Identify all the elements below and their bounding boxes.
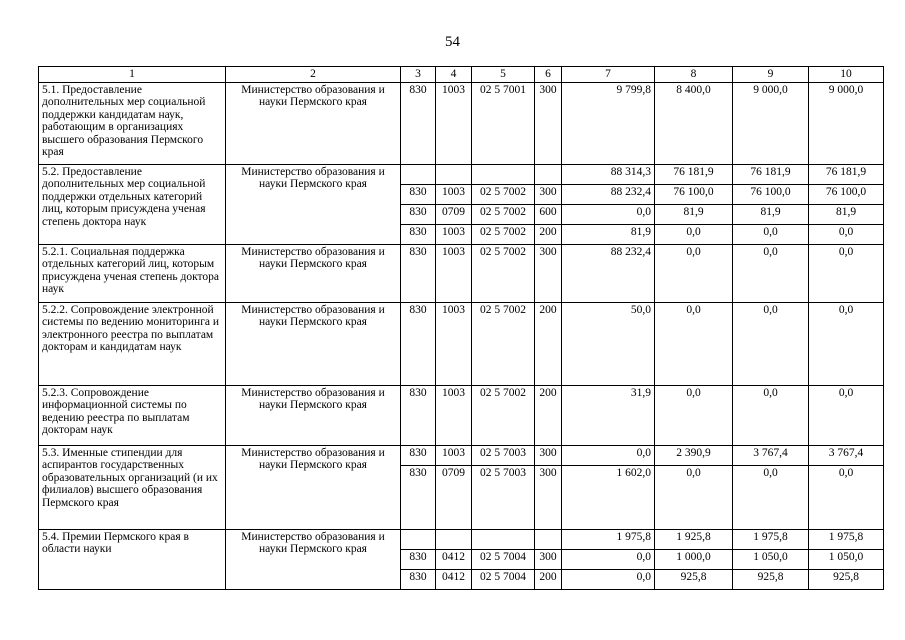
amount-col-9: 0,0	[733, 466, 809, 530]
expense-type-code: 600	[535, 205, 562, 225]
expense-type-code: 200	[535, 386, 562, 446]
section-code: 1003	[436, 185, 472, 205]
section-code: 0709	[436, 466, 472, 530]
amount-col-9: 3 767,4	[733, 446, 809, 466]
section-code: 1003	[436, 245, 472, 303]
expense-type-code: 300	[535, 550, 562, 570]
amount-col-8: 0,0	[655, 245, 733, 303]
ministry-name: Министерство образования и науки Пермского края	[226, 245, 401, 303]
measure-name: 5.4. Премии Пермского края в области науки	[39, 530, 226, 590]
ministry-name: Министерство образования и науки Пермского края	[226, 386, 401, 446]
ministry-name: Министерство образования и науки Пермского края	[226, 530, 401, 590]
section-code: 1003	[436, 446, 472, 466]
target-code: 02 5 7002	[472, 303, 535, 386]
amount-col-8: 2 390,9	[655, 446, 733, 466]
table-row	[39, 530, 884, 550]
target-code: 02 5 7002	[472, 205, 535, 225]
header-cell: 8	[655, 67, 733, 83]
amount-col-8: 1 000,0	[655, 550, 733, 570]
section-code	[436, 530, 472, 550]
amount-col-10: 0,0	[809, 245, 884, 303]
amount-col-7: 88 232,4	[562, 185, 655, 205]
table-row	[39, 446, 884, 466]
amount-col-10: 925,8	[809, 570, 884, 590]
amount-col-10: 1 975,8	[809, 530, 884, 550]
section-code: 0709	[436, 205, 472, 225]
amount-col-9: 76 181,9	[733, 165, 809, 185]
measure-name: 5.2. Предоставление дополнительных мер социальной поддержки отдельных категорий лиц, которым присуждена ученая степень доктора наук	[39, 165, 226, 245]
amount-col-9: 0,0	[733, 245, 809, 303]
header-cell: 7	[562, 67, 655, 83]
admin-code: 830	[401, 570, 436, 590]
amount-col-7: 0,0	[562, 205, 655, 225]
amount-col-10: 1 050,0	[809, 550, 884, 570]
amount-col-8: 0,0	[655, 225, 733, 245]
header-cell: 4	[436, 67, 472, 83]
ministry-name: Министерство образования и науки Пермского края	[226, 303, 401, 386]
amount-col-10: 0,0	[809, 466, 884, 530]
amount-col-10: 81,9	[809, 205, 884, 225]
amount-col-10: 76 181,9	[809, 165, 884, 185]
admin-code: 830	[401, 225, 436, 245]
amount-col-9: 76 100,0	[733, 185, 809, 205]
target-code: 02 5 7001	[472, 83, 535, 165]
amount-col-7: 88 232,4	[562, 245, 655, 303]
admin-code: 830	[401, 185, 436, 205]
ministry-name: Министерство образования и науки Пермского края	[226, 83, 401, 165]
target-code: 02 5 7003	[472, 446, 535, 466]
expense-type-code: 200	[535, 225, 562, 245]
amount-col-7: 0,0	[562, 446, 655, 466]
header-cell: 3	[401, 67, 436, 83]
expense-type-code: 200	[535, 570, 562, 590]
expense-type-code: 300	[535, 245, 562, 303]
measure-name: 5.3. Именные стипендии для аспирантов государственных образовательных организаций (и их филиалов) высшего образования Пермского края	[39, 446, 226, 530]
header-cell: 9	[733, 67, 809, 83]
amount-col-7: 50,0	[562, 303, 655, 386]
amount-col-8: 0,0	[655, 466, 733, 530]
amount-col-10: 3 767,4	[809, 446, 884, 466]
expense-type-code: 300	[535, 446, 562, 466]
target-code: 02 5 7004	[472, 550, 535, 570]
amount-col-7: 31,9	[562, 386, 655, 446]
amount-col-9: 0,0	[733, 303, 809, 386]
amount-col-9: 1 050,0	[733, 550, 809, 570]
section-code: 0412	[436, 550, 472, 570]
header-cell: 6	[535, 67, 562, 83]
amount-col-9: 0,0	[733, 225, 809, 245]
amount-col-8: 8 400,0	[655, 83, 733, 165]
section-code: 1003	[436, 386, 472, 446]
measure-name: 5.2.3. Сопровождение информационной системы по ведению реестра по выплатам докторам наук	[39, 386, 226, 446]
expense-type-code: 300	[535, 83, 562, 165]
admin-code: 830	[401, 466, 436, 530]
amount-col-9: 81,9	[733, 205, 809, 225]
admin-code: 830	[401, 245, 436, 303]
table-row	[39, 245, 884, 303]
amount-col-10: 76 100,0	[809, 185, 884, 205]
amount-col-7: 0,0	[562, 570, 655, 590]
header-cell: 10	[809, 67, 884, 83]
section-code: 1003	[436, 303, 472, 386]
admin-code: 830	[401, 550, 436, 570]
expense-type-code	[535, 530, 562, 550]
admin-code: 830	[401, 386, 436, 446]
ministry-name: Министерство образования и науки Пермского края	[226, 165, 401, 245]
target-code: 02 5 7002	[472, 185, 535, 205]
ministry-name: Министерство образования и науки Пермского края	[226, 446, 401, 530]
amount-col-8: 1 925,8	[655, 530, 733, 550]
header-cell: 2	[226, 67, 401, 83]
measure-name: 5.2.1. Социальная поддержка отдельных категорий лиц, которым присуждена ученая степень доктора наук	[39, 245, 226, 303]
amount-col-7: 1 602,0	[562, 466, 655, 530]
amount-col-8: 81,9	[655, 205, 733, 225]
header-row	[39, 67, 884, 83]
table-row	[39, 83, 884, 165]
target-code: 02 5 7003	[472, 466, 535, 530]
budget-table	[38, 66, 884, 590]
amount-col-8: 0,0	[655, 303, 733, 386]
measure-name: 5.1. Предоставление дополнительных мер социальной поддержки кандидатам наук, работающим в организациях высшего образования Пермского края	[39, 83, 226, 165]
amount-col-7: 88 314,3	[562, 165, 655, 185]
page-number: 54	[445, 34, 460, 50]
admin-code: 830	[401, 205, 436, 225]
amount-col-8: 76 100,0	[655, 185, 733, 205]
amount-col-10: 0,0	[809, 303, 884, 386]
amount-col-7: 1 975,8	[562, 530, 655, 550]
amount-col-7: 9 799,8	[562, 83, 655, 165]
admin-code: 830	[401, 83, 436, 165]
amount-col-7: 0,0	[562, 550, 655, 570]
amount-col-9: 9 000,0	[733, 83, 809, 165]
header-cell: 1	[39, 67, 226, 83]
measure-name: 5.2.2. Сопровождение электронной системы по ведению мониторинга и электронного реестра по выплатам докторам и кандидатам наук	[39, 303, 226, 386]
amount-col-8: 925,8	[655, 570, 733, 590]
admin-code: 830	[401, 303, 436, 386]
target-code: 02 5 7004	[472, 570, 535, 590]
section-code: 1003	[436, 83, 472, 165]
amount-col-10: 0,0	[809, 386, 884, 446]
target-code	[472, 165, 535, 185]
expense-type-code	[535, 165, 562, 185]
section-code: 0412	[436, 570, 472, 590]
header-cell: 5	[472, 67, 535, 83]
target-code: 02 5 7002	[472, 386, 535, 446]
amount-col-8: 0,0	[655, 386, 733, 446]
section-code: 1003	[436, 225, 472, 245]
amount-col-9: 0,0	[733, 386, 809, 446]
amount-col-8: 76 181,9	[655, 165, 733, 185]
amount-col-9: 925,8	[733, 570, 809, 590]
target-code: 02 5 7002	[472, 245, 535, 303]
admin-code	[401, 165, 436, 185]
table-row	[39, 303, 884, 386]
amount-col-10: 9 000,0	[809, 83, 884, 165]
table-row	[39, 165, 884, 185]
admin-code: 830	[401, 446, 436, 466]
section-code	[436, 165, 472, 185]
amount-col-7: 81,9	[562, 225, 655, 245]
expense-type-code: 300	[535, 466, 562, 530]
amount-col-10: 0,0	[809, 225, 884, 245]
admin-code	[401, 530, 436, 550]
table-row	[39, 386, 884, 446]
target-code	[472, 530, 535, 550]
expense-type-code: 300	[535, 185, 562, 205]
target-code: 02 5 7002	[472, 225, 535, 245]
expense-type-code: 200	[535, 303, 562, 386]
amount-col-9: 1 975,8	[733, 530, 809, 550]
